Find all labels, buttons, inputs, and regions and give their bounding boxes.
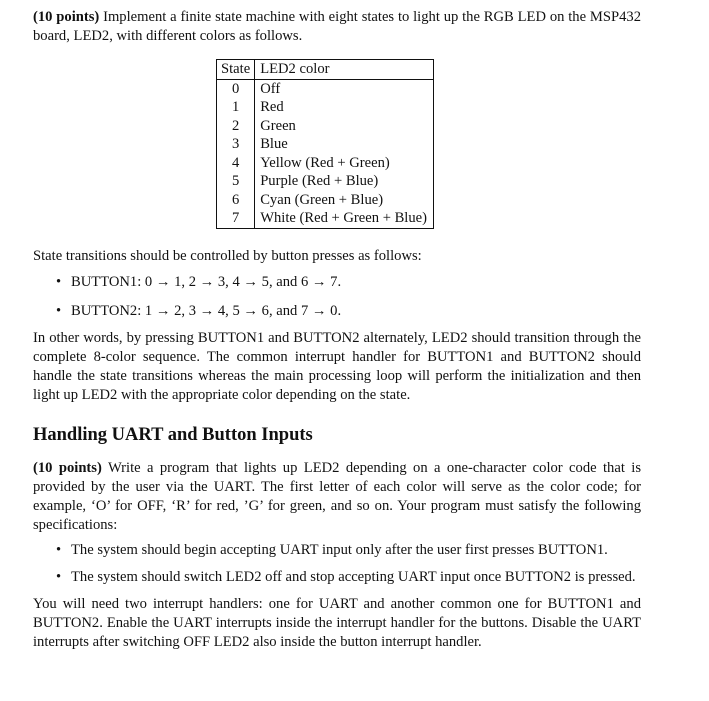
- table-cell-state: 3: [217, 135, 255, 154]
- part1-paragraph: [33, 8, 641, 46]
- table-cell-color: Yellow (Red + Green): [255, 154, 434, 173]
- table-cell-state: 6: [217, 191, 255, 210]
- table-row: [217, 117, 434, 136]
- table-cell-state: 7: [217, 209, 255, 228]
- specs-list: [33, 541, 641, 587]
- part1-intro-text: Implement a finite state machine with eight states to light up the RGB LED on the MSP432 board, LED2, with different colors as follows.: [33, 9, 641, 44]
- table-header-color: LED2 color: [255, 60, 434, 80]
- table-row: [217, 98, 434, 117]
- table-cell-color: Green: [255, 117, 434, 136]
- table-cell-color: Off: [255, 79, 434, 98]
- table-row: [217, 79, 434, 98]
- led-color-table: [216, 59, 434, 229]
- table-row: [217, 172, 434, 191]
- table-header-state: State: [217, 60, 255, 80]
- table-cell-color: Red: [255, 98, 434, 117]
- table-cell-color: Blue: [255, 135, 434, 154]
- list-item: • BUTTON1: 0 → 1, 2 → 3, 4 → 5, and 6 → 7.: [71, 273, 641, 292]
- part1-points-label: (10 points): [33, 9, 100, 25]
- table-cell-color: White (Red + Green + Blue): [255, 209, 434, 228]
- part2-points-label: (10 points): [33, 459, 102, 476]
- transitions-list: [33, 273, 641, 321]
- list-item: • BUTTON2: 1 → 2, 3 → 4, 5 → 6, and 7 → 0.: [71, 302, 641, 321]
- led-color-table-wrapper: [216, 59, 641, 229]
- table-header-row: [217, 60, 434, 80]
- part1-explanation: In other words, by pressing BUTTON1 and BUTTON2 alternately, LED2 should transition through the complete 8-color sequence. The common interrupt handler for BUTTON1 and BUTTON2 should handle the state transitions whereas the main processing loop will perform the initialization and then light up LED2 with the appropriate color depending on the state.: [33, 329, 641, 403]
- list-item: • The system should begin accepting UART input only after the user first presses BUTTON1.: [71, 541, 641, 560]
- transitions-intro: State transitions should be controlled by button presses as follows:: [33, 247, 422, 264]
- table-cell-state: 2: [217, 117, 255, 136]
- table-cell-color: Cyan (Green + Blue): [255, 191, 434, 210]
- table-row: [217, 209, 434, 228]
- table-cell-state: 4: [217, 154, 255, 173]
- table-cell-color: Purple (Red + Blue): [255, 172, 434, 191]
- document-page: [33, 8, 641, 652]
- table-cell-state: 0: [217, 79, 255, 98]
- table-row: [217, 191, 434, 210]
- table-row: [217, 154, 434, 173]
- section-heading: Handling UART and Button Inputs: [33, 424, 313, 445]
- part2-final-paragraph: You will need two interrupt handlers: one for UART and another common one for BUTTON1 and BUTTON2. Enable the UART interrupts inside the interrupt handler for the buttons. Disable the UART interrupts after switching OFF LED2 also inside the button interrupt handler.: [33, 595, 641, 650]
- part2-intro-text: Write a program that lights up LED2 depending on a one-character color code that is provided by the user via the UART. The first letter of each color will serve as the color code; for example, ‘O’ for OFF, ‘R’ for red, ’G’ for green, and so on. Your program must satisfy the following specifications:: [33, 459, 642, 533]
- table-cell-state: 5: [217, 172, 255, 191]
- table-cell-state: 1: [217, 98, 255, 117]
- part2-paragraph: [33, 459, 641, 535]
- list-item: • The system should switch LED2 off and stop accepting UART input once BUTTON2 is pressed.: [71, 568, 641, 587]
- table-row: [217, 135, 434, 154]
